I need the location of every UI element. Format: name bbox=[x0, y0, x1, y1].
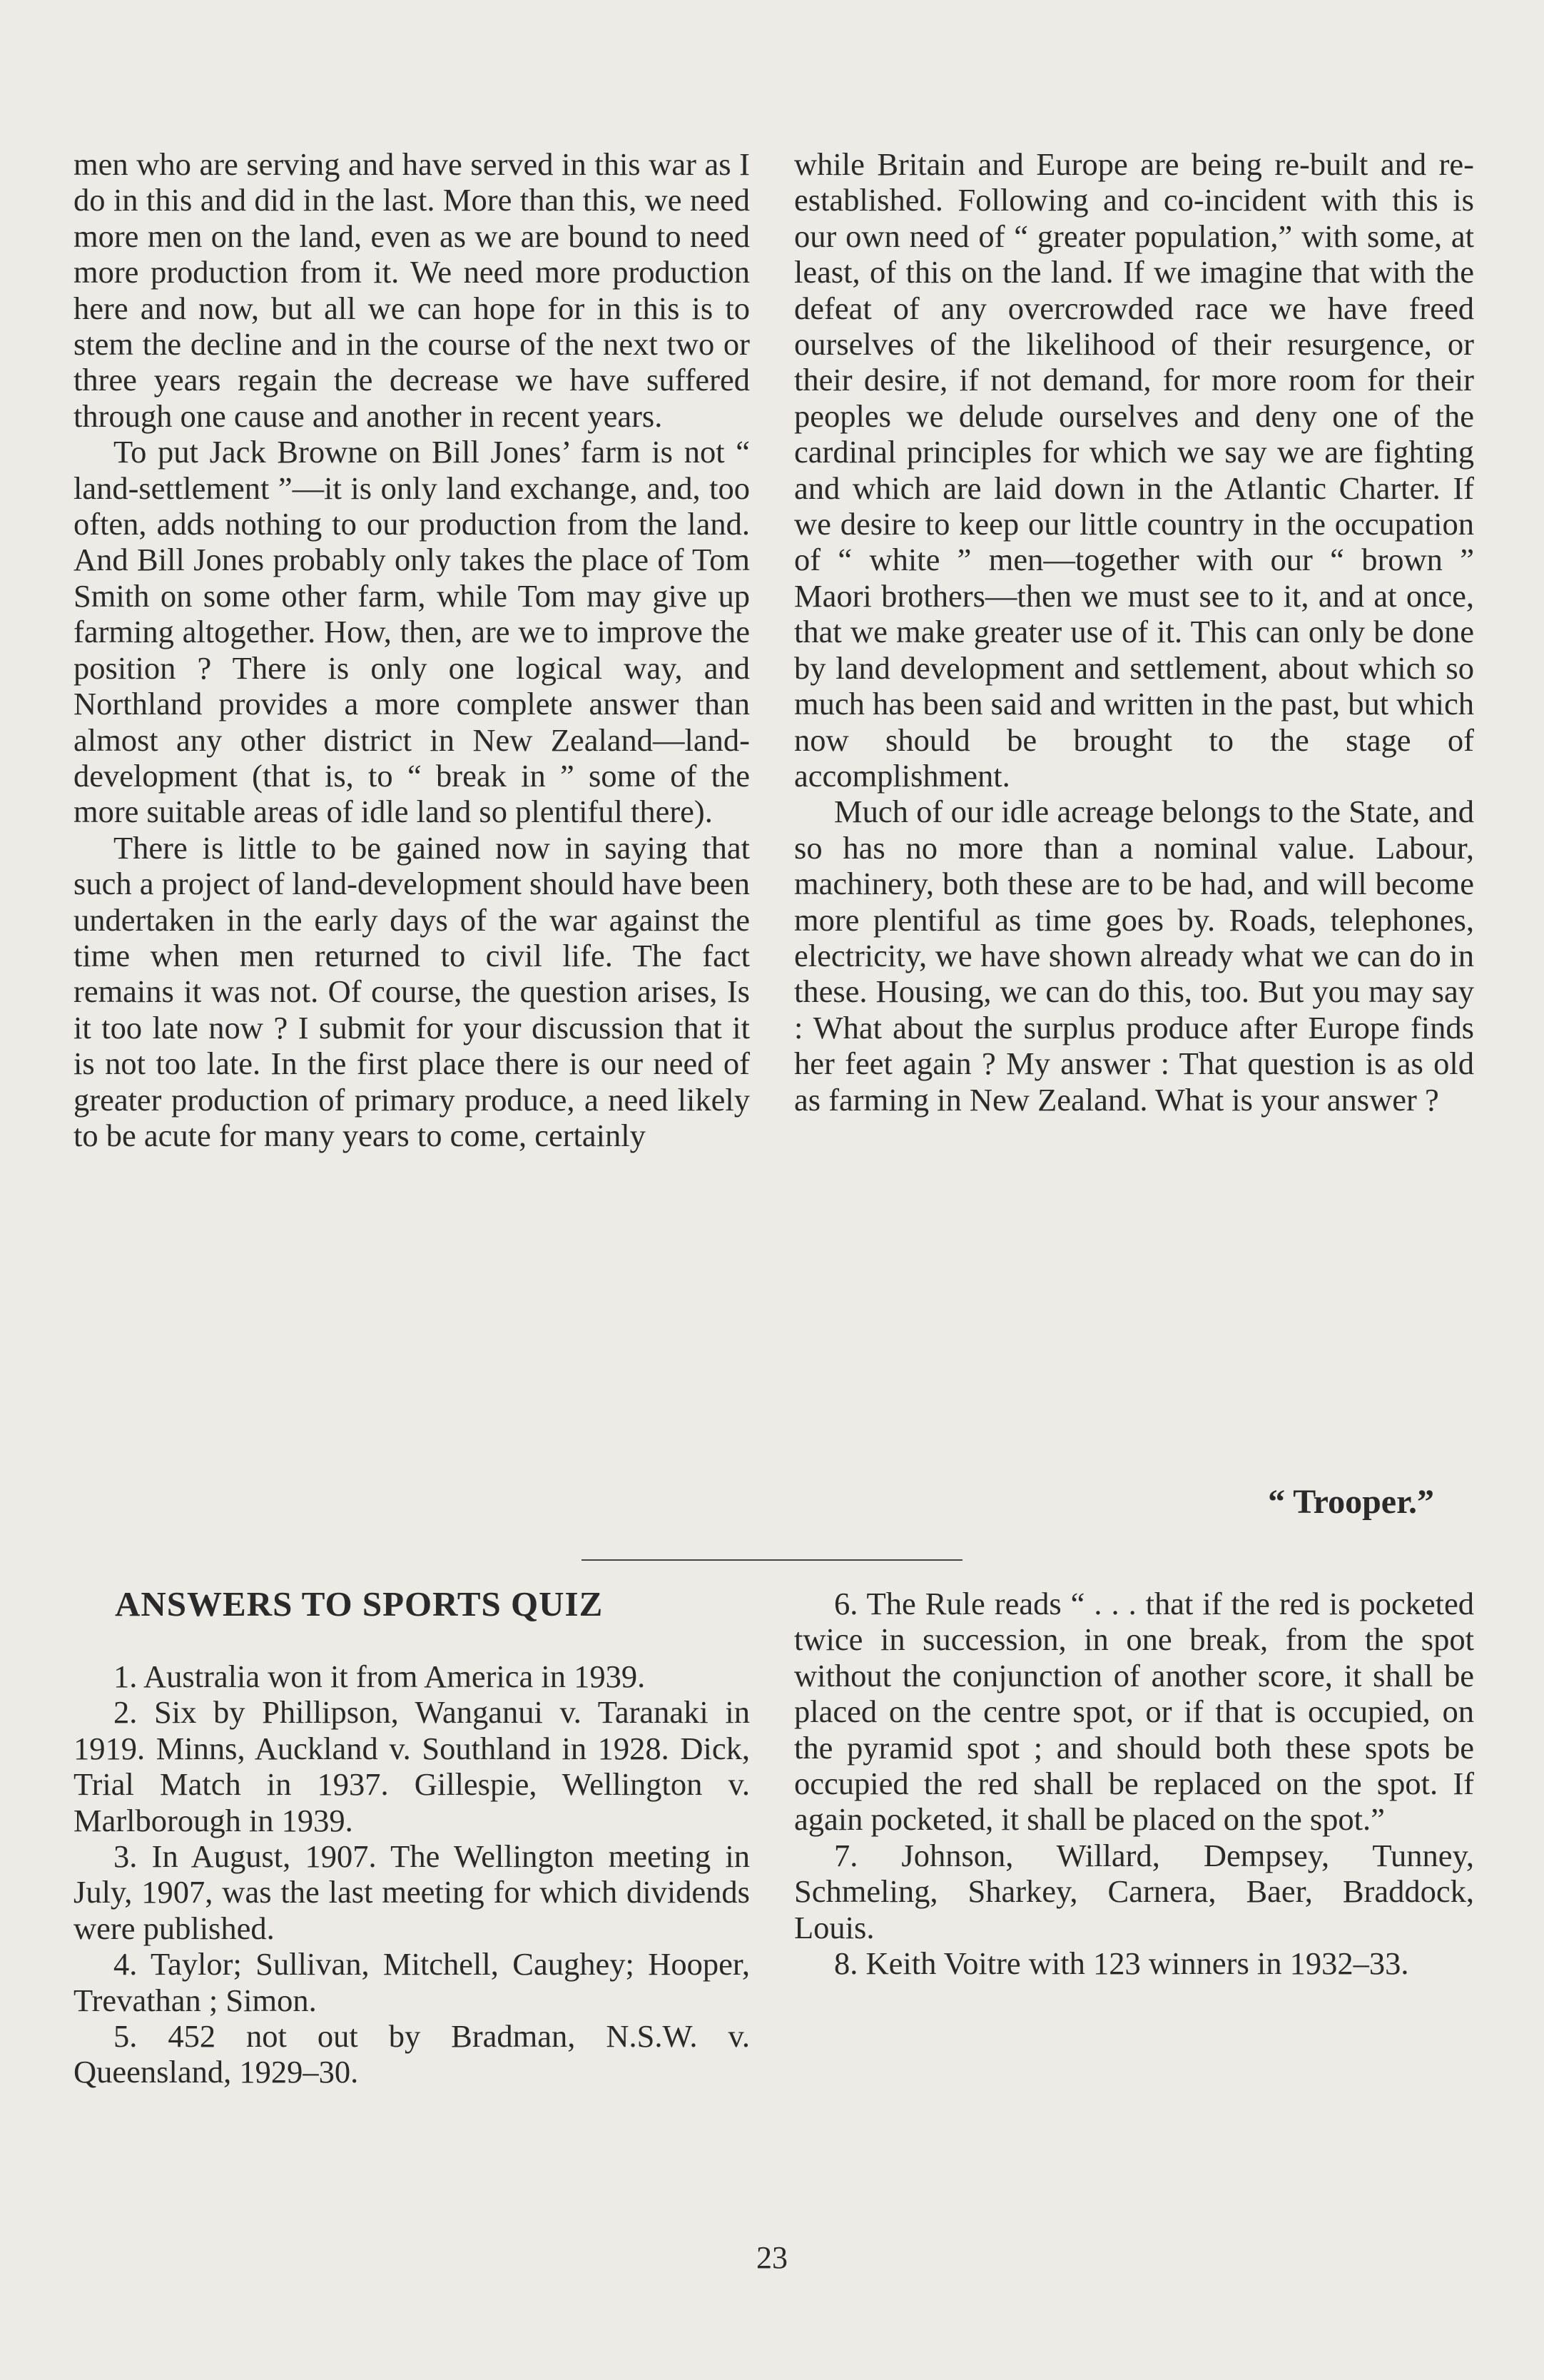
quiz-answer: 2. Six by Phillipson, Wanganui v. Taranaki in 1919. Minns, Auckland v. Southland in 1928. Dick, Trial Match in 1937. Gillespie, Wellington v. Marlborough in 1939. bbox=[73, 1694, 750, 1838]
quiz-answer: 5. 452 not out by Bradman, N.S.W. v. Queensland, 1929–30. bbox=[73, 2018, 750, 2090]
article-paragraph: Much of our idle acreage belongs to the State, and so has no more than a nominal value. Labour, machinery, both these are to be had, and will become more plentiful as time goes by. Roads, telephones, electricity, we have shown already what we can do in these. Housing, we can do this, too. But you may say : What about the surplus produce after Europe finds her feet again ? My answer : That question is as old as farming in New Zealand. What is your answer ? bbox=[794, 794, 1474, 1118]
quiz-answers-left bbox=[73, 1659, 750, 2090]
article-right-column bbox=[794, 146, 1474, 1118]
article-paragraph: men who are serving and have served in this war as I do in this and did in the last. More than this, we need more men on the land, even as we are bound to need more production from it. We need more production here and now, but all we can hope for in this is to stem the decline and in the course of the next two or three years regain the decrease we have suffered through one cause and another in recent years. bbox=[73, 146, 750, 434]
quiz-heading: ANSWERS TO SPORTS QUIZ bbox=[115, 1584, 604, 1624]
article-paragraph: There is little to be gained now in saying that such a project of land-development should have been undertaken in the early days of the war against the time when men returned to civil life. The fact remains it was not. Of course, the question arises, Is it too late now ? I submit for your discussion that it is not too late. In the first place there is our need of greater production of primary produce, a need likely to be acute for many years to come, certainly bbox=[73, 829, 750, 1153]
quiz-answers-right bbox=[794, 1586, 1474, 1981]
quiz-answer: 7. Johnson, Willard, Dempsey, Tunney, Schmeling, Sharkey, Carnera, Baer, Braddock, Louis. bbox=[794, 1837, 1474, 1945]
quiz-answer: 4. Taylor; Sullivan, Mitchell, Caughey; Hooper, Trevathan ; Simon. bbox=[73, 1946, 750, 2018]
quiz-answer: 8. Keith Voitre with 123 winners in 1932–33. bbox=[834, 1945, 1409, 1982]
article-paragraph: To put Jack Browne on Bill Jones’ farm is not “ land-settlement ”—it is only land exchange, and, too often, adds nothing to our production from the land. And Bill Jones probably only takes the place of Tom Smith on some other farm, while Tom may give up farming altogether. How, then, are we to improve the position ? There is only one logical way, and Northland provides a more complete answer than almost any other district in New Zealand—land-development (that is, to “ break in ” some of the more suitable areas of idle land so plentiful there). bbox=[73, 434, 750, 830]
quiz-answer: 1. Australia won it from America in 1939. bbox=[113, 1659, 646, 1694]
section-divider bbox=[581, 1559, 963, 1561]
article-signature: “ Trooper.” bbox=[1268, 1483, 1434, 1521]
quiz-answer: 3. In August, 1907. The Wellington meeting in July, 1907, was the last meeting for which dividends were published. bbox=[73, 1838, 750, 1946]
article-paragraph: while Britain and Europe are being re-built and re-established. Following and co-incident with this is our own need of “ greater population,” with some, at least, of this on the land. If we imagine that with the defeat of any overcrowded race we have freed ourselves of the likelihood of their resurgence, or their desire, if not demand, for more room for their peoples we delude ourselves and deny one of the cardinal principles for which we say we are fighting and which are laid down in the Atlantic Charter. If we desire to keep our little country in the occupation of “ white ” men—together with our “ brown ” Maori brothers—then we must see to it, and at once, that we make greater use of it. This can only be done by land development and settlement, about which so much has been said and written in the past, but which now should be brought to the stage of accomplishment. bbox=[794, 146, 1474, 794]
article-left-column bbox=[73, 146, 750, 1153]
page-number: 23 bbox=[756, 2240, 788, 2275]
quiz-answer: 6. The Rule reads “ . . . that if the red is pocketed twice in succession, in one break, from the spot without the conjunction of another score, it shall be placed on the centre spot, or if that is occupied, on the pyramid spot ; and should both these spots be occupied the red shall be replaced on the spot. If again pocketed, it shall be placed on the spot.” bbox=[794, 1586, 1474, 1838]
